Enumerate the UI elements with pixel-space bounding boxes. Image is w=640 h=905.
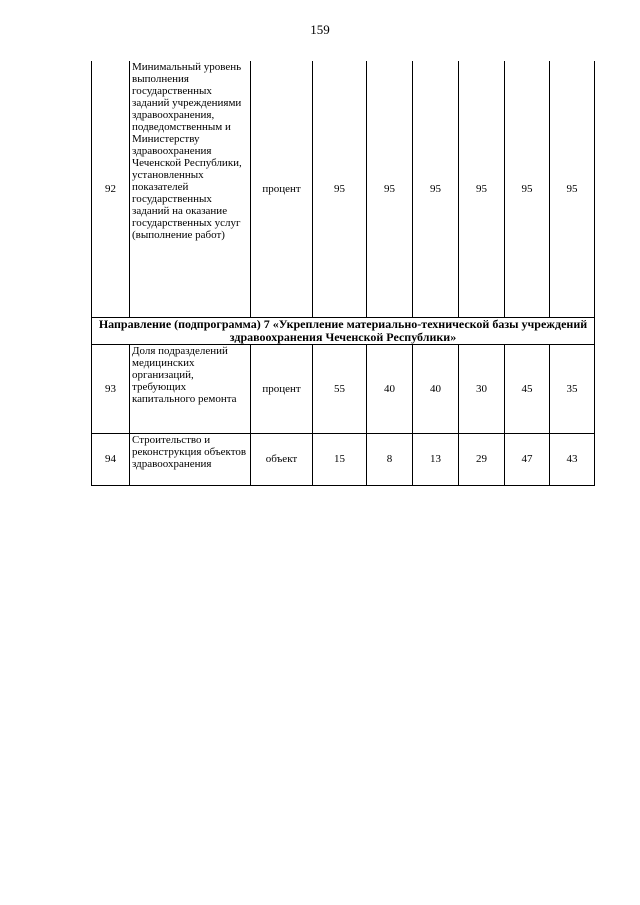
indicator-name: Строительство и реконструкция объектов здравоохранения (130, 433, 251, 485)
value-cell: 35 (550, 344, 595, 433)
indicator-name: Доля подразделений медицинских организаций, требующих капитального ремонта (130, 344, 251, 433)
value-cell: 95 (413, 61, 459, 317)
value-cell: 15 (313, 433, 367, 485)
section-header-row (92, 317, 595, 344)
value-cell: 40 (413, 344, 459, 433)
value-cell: 95 (459, 61, 505, 317)
indicator-name: Минимальный уровень выполнения государственных заданий учреждениями здравоохранения, подведомственным и Министерству здравоохранения Чеченской Республики, установленных показателей государственных заданий на оказание государственных услуг (выполнение работ) (130, 61, 251, 317)
value-cell: 13 (413, 433, 459, 485)
indicators-table (91, 61, 595, 486)
table-row (92, 433, 595, 485)
value-cell: 45 (505, 344, 550, 433)
value-cell: 95 (550, 61, 595, 317)
unit-cell: процент (251, 61, 313, 317)
value-cell: 95 (313, 61, 367, 317)
row-number: 94 (92, 433, 130, 485)
value-cell: 40 (367, 344, 413, 433)
value-cell: 30 (459, 344, 505, 433)
row-number: 93 (92, 344, 130, 433)
table-row (92, 344, 595, 433)
value-cell: 95 (505, 61, 550, 317)
value-cell: 29 (459, 433, 505, 485)
value-cell: 95 (367, 61, 413, 317)
unit-cell: объект (251, 433, 313, 485)
section-title: Направление (подпрограмма) 7 «Укрепление материально-технической базы учреждений здравоохранения Чеченской Республики» (92, 317, 595, 344)
value-cell: 47 (505, 433, 550, 485)
value-cell: 55 (313, 344, 367, 433)
unit-cell: процент (251, 344, 313, 433)
value-cell: 43 (550, 433, 595, 485)
value-cell: 8 (367, 433, 413, 485)
table-row (92, 61, 595, 317)
page-number: 159 (310, 22, 330, 37)
row-number: 92 (92, 61, 130, 317)
